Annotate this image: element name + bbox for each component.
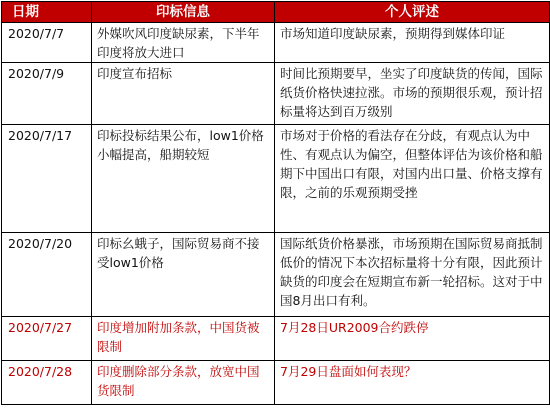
- tender-info-table: [1, 1, 550, 405]
- row-tender-info: 印度删除部分条款，放宽中国货限制: [92, 361, 275, 405]
- row-tender-info: 印度增加附加条款，中国货被限制: [92, 317, 275, 361]
- row-comment: 7月29日盘面如何表现？: [275, 361, 550, 405]
- row-date: 2020/7/27: [2, 317, 92, 361]
- row-comment: 7月28日UR2009合约跌停: [275, 317, 550, 361]
- table-header-row: [2, 2, 550, 23]
- table-row: [2, 23, 550, 63]
- table-row: [2, 233, 550, 317]
- row-tender-info: 印标幺蛾子，国际贸易商不接受low1价格: [92, 233, 275, 317]
- header-date: 日期: [2, 2, 92, 23]
- header-tender-info: 印标信息: [92, 2, 275, 23]
- row-tender-info: 外媒吹风印度缺尿素，下半年印度将放大进口: [92, 23, 275, 63]
- table-row-highlighted: [2, 317, 550, 361]
- row-date: 2020/7/9: [2, 63, 92, 125]
- table-row-highlighted: [2, 361, 550, 405]
- row-comment: 市场对于价格的看法存在分歧，有观点认为中性、有观点认为偏空，但整体评估为该价格和船期下中国出口有限，对国内出口量、价格支撑有限，之前的乐观预期受挫: [275, 125, 550, 233]
- row-date: 2020/7/7: [2, 23, 92, 63]
- table-row: [2, 125, 550, 233]
- row-comment: 国际纸货价格暴涨，市场预期在国际贸易商抵制低价的情况下本次招标量将十分有限，因此预计缺货的印度会在短期宣布新一轮招标。这对于中国8月出口有利。: [275, 233, 550, 317]
- row-comment: 时间比预期要早，坐实了印度缺货的传闻，国际纸货价格快速拉涨。市场的预期很乐观，预计招标量将达到百万级别: [275, 63, 550, 125]
- row-date: 2020/7/20: [2, 233, 92, 317]
- row-tender-info: 印度宣布招标: [92, 63, 275, 125]
- row-date: 2020/7/17: [2, 125, 92, 233]
- table-row: [2, 63, 550, 125]
- row-date: 2020/7/28: [2, 361, 92, 405]
- header-personal-comment: 个人评述: [275, 2, 550, 23]
- row-tender-info: 印标投标结果公布，low1价格小幅提高，船期较短: [92, 125, 275, 233]
- row-comment: 市场知道印度缺尿素，预期得到媒体印证: [275, 23, 550, 63]
